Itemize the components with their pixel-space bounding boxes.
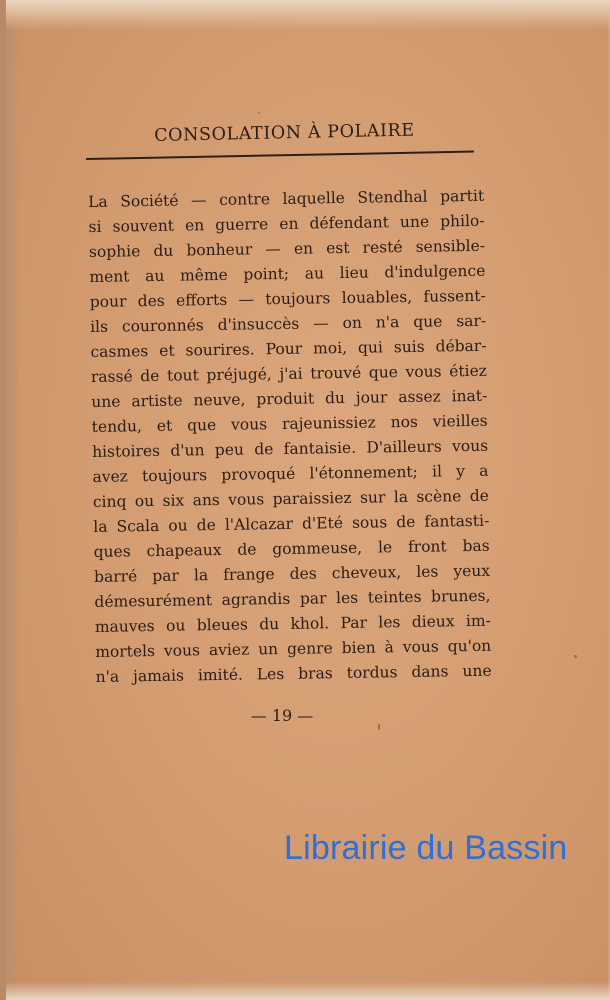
paper-speck [378, 724, 380, 730]
text-line: une artiste neuve, produit du jour assez inat- [91, 386, 488, 411]
text-line: la Scala ou de l'Alcazar d'Eté sous de fantasti- [93, 511, 490, 536]
text-line: ques chapeaux de gommeuse, le front bas [93, 536, 490, 561]
page-top-edge [6, 0, 610, 30]
page-bottom-edge [6, 982, 610, 1000]
text-line: ment au même point; au lieu d'indulgence [89, 261, 486, 286]
watermark: Librairie du Bassin [284, 829, 568, 867]
page-gutter-shadow [6, 0, 20, 1000]
text-line: pour des efforts — toujours louables, fussent- [89, 286, 486, 311]
text-line: rassé de tout préjugé, j'ai trouvé que vous étiez [90, 361, 488, 386]
text-line: mauves ou bleues du khol. Par les dieux im- [94, 611, 491, 636]
running-head: CONSOLATION À POLAIRE [154, 120, 415, 146]
text-line: La Société — contre laquelle Stendhal partit [88, 186, 485, 211]
text-line: si souvent en guerre en défendant une philo- [88, 211, 485, 236]
text-line: barré par la frange des cheveux, les yeux [93, 561, 491, 586]
text-line: casmes et sourires. Pour moi, qui suis débar- [90, 336, 487, 361]
text-line: mortels vous aviez un genre bien à vous qu'on [95, 636, 492, 661]
text-line: avez toujours provoqué l'étonnement; il y a [92, 461, 489, 486]
text-line: cinq ou six ans vous paraissiez sur la scène de [92, 486, 489, 511]
paper-speck [574, 655, 577, 658]
head-rule [86, 151, 474, 160]
paper-speck [258, 112, 260, 114]
body-text [88, 184, 492, 690]
text-line: démesurément agrandis par les teintes brunes, [94, 586, 491, 611]
page-number: — 19 — [250, 706, 314, 725]
text-line: histoires d'un peu de fantaisie. D'ailleurs vous [91, 436, 489, 461]
text-line: n'a jamais imité. Les bras tordus dans une [95, 661, 492, 686]
text-line: ils couronnés d'insuccès — on n'a que sar- [90, 311, 487, 336]
text-line: tendu, et que vous rajeunissiez nos vieilles [91, 411, 488, 436]
text-line: sophie du bonheur — en est resté sensible- [88, 236, 486, 261]
